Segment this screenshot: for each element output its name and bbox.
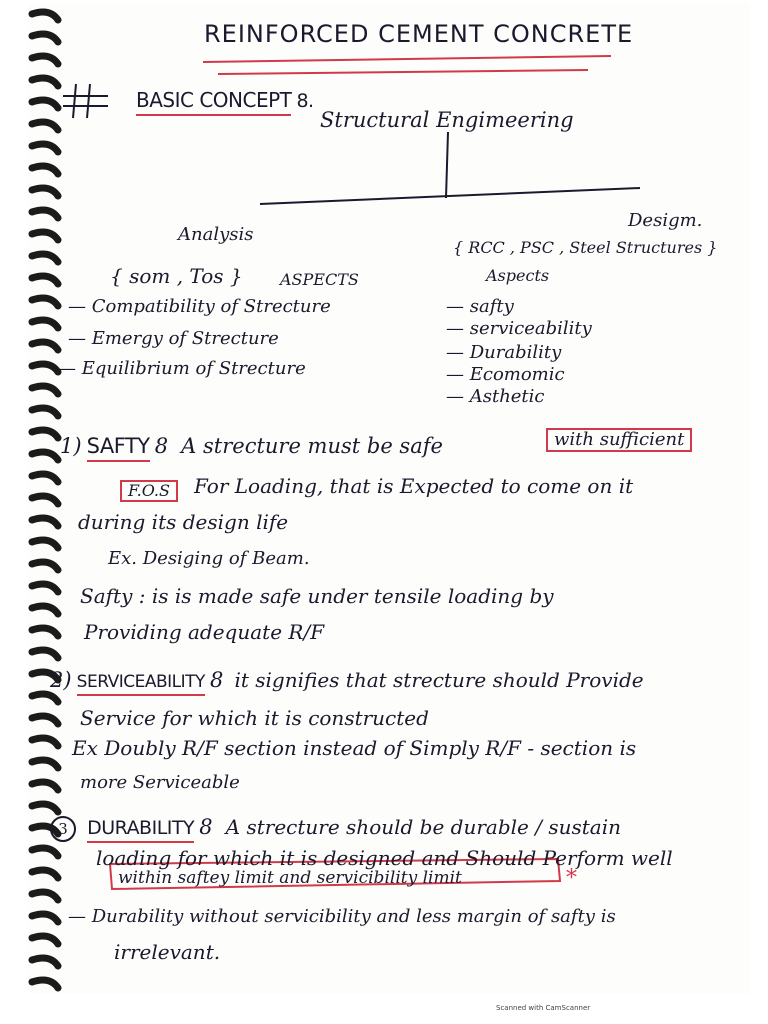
safty-line-3: during its design life xyxy=(78,510,289,534)
safty-boxed-text-1: with sufficient xyxy=(546,428,692,452)
right-item-4: — Ecomomic xyxy=(446,364,565,385)
tree-right-branch: Desigm. xyxy=(628,210,703,231)
tree-left-aspects: ASPECTS xyxy=(280,270,359,289)
serviceability-line-3: Ex Doubly R/F section instead of Simply R/F - section is xyxy=(72,736,637,760)
safty-section-heading: 1) SAFTY 8 A strecture must be safe xyxy=(60,436,443,457)
tree-left-sub: { som , Tos } xyxy=(110,264,243,288)
durability-line-3: — Durability without servicibility and less margin of safty is xyxy=(68,906,616,927)
safty-line-2: For Loading, that is Expected to come on it xyxy=(194,474,634,498)
durability-section-heading: 3 DURABILITY 8 A strecture should be durable / sustain xyxy=(50,816,621,842)
tree-right-sub: { RCC , PSC , Steel Structures } xyxy=(453,238,718,257)
serviceability-heading: SERVICEABILITY xyxy=(77,672,205,696)
serviceability-line-4: more Serviceable xyxy=(80,772,240,793)
basic-concept-heading: BASIC CONCEPT 8. xyxy=(136,90,314,111)
page-title: REINFORCED CEMENT CONCRETE xyxy=(204,20,634,48)
serviceability-section-heading: 2) SERVICEABILITY 8 it signifies that strecture should Provide xyxy=(50,670,644,691)
safty-heading: SAFTY xyxy=(87,434,150,462)
safty-line-5: Safty : is is made safe under tensile loading by xyxy=(80,584,554,608)
durability-star: * xyxy=(566,866,577,891)
right-item-1: — safty xyxy=(446,296,514,317)
durability-line-4: irrelevant. xyxy=(114,940,221,964)
right-item-5: — Asthetic xyxy=(446,386,545,407)
basic-concept-label: BASIC CONCEPT xyxy=(136,88,291,116)
right-item-2: — serviceability xyxy=(446,318,592,339)
right-item-3: — Durability xyxy=(446,342,562,363)
left-item-2: — Emergy of Strecture xyxy=(68,328,279,349)
durability-heading: DURABILITY xyxy=(87,817,194,843)
scanner-watermark: Scanned with CamScanner xyxy=(496,1004,591,1012)
safty-boxed-fos: F.O.S xyxy=(120,480,178,502)
tree-left-branch: Analysis xyxy=(178,224,254,245)
tree-root: Structural Engimeering xyxy=(320,108,574,132)
tree-right-aspects: Aspects xyxy=(486,266,550,285)
left-item-3: — Equilibrium of Strecture xyxy=(58,358,306,379)
left-item-1: — Compatibility of Strecture xyxy=(68,296,331,317)
durability-line-2: loading for which it is designed and Should Perform well xyxy=(96,846,673,870)
notebook-page xyxy=(28,4,750,994)
durability-boxed-text: within saftey limit and servicibility limit xyxy=(118,868,462,888)
serviceability-line-2: Service for which it is constructed xyxy=(80,706,429,730)
safty-line-4: Ex. Desiging of Beam. xyxy=(108,548,310,569)
safty-line-6: Providing adequate R/F xyxy=(84,620,325,644)
